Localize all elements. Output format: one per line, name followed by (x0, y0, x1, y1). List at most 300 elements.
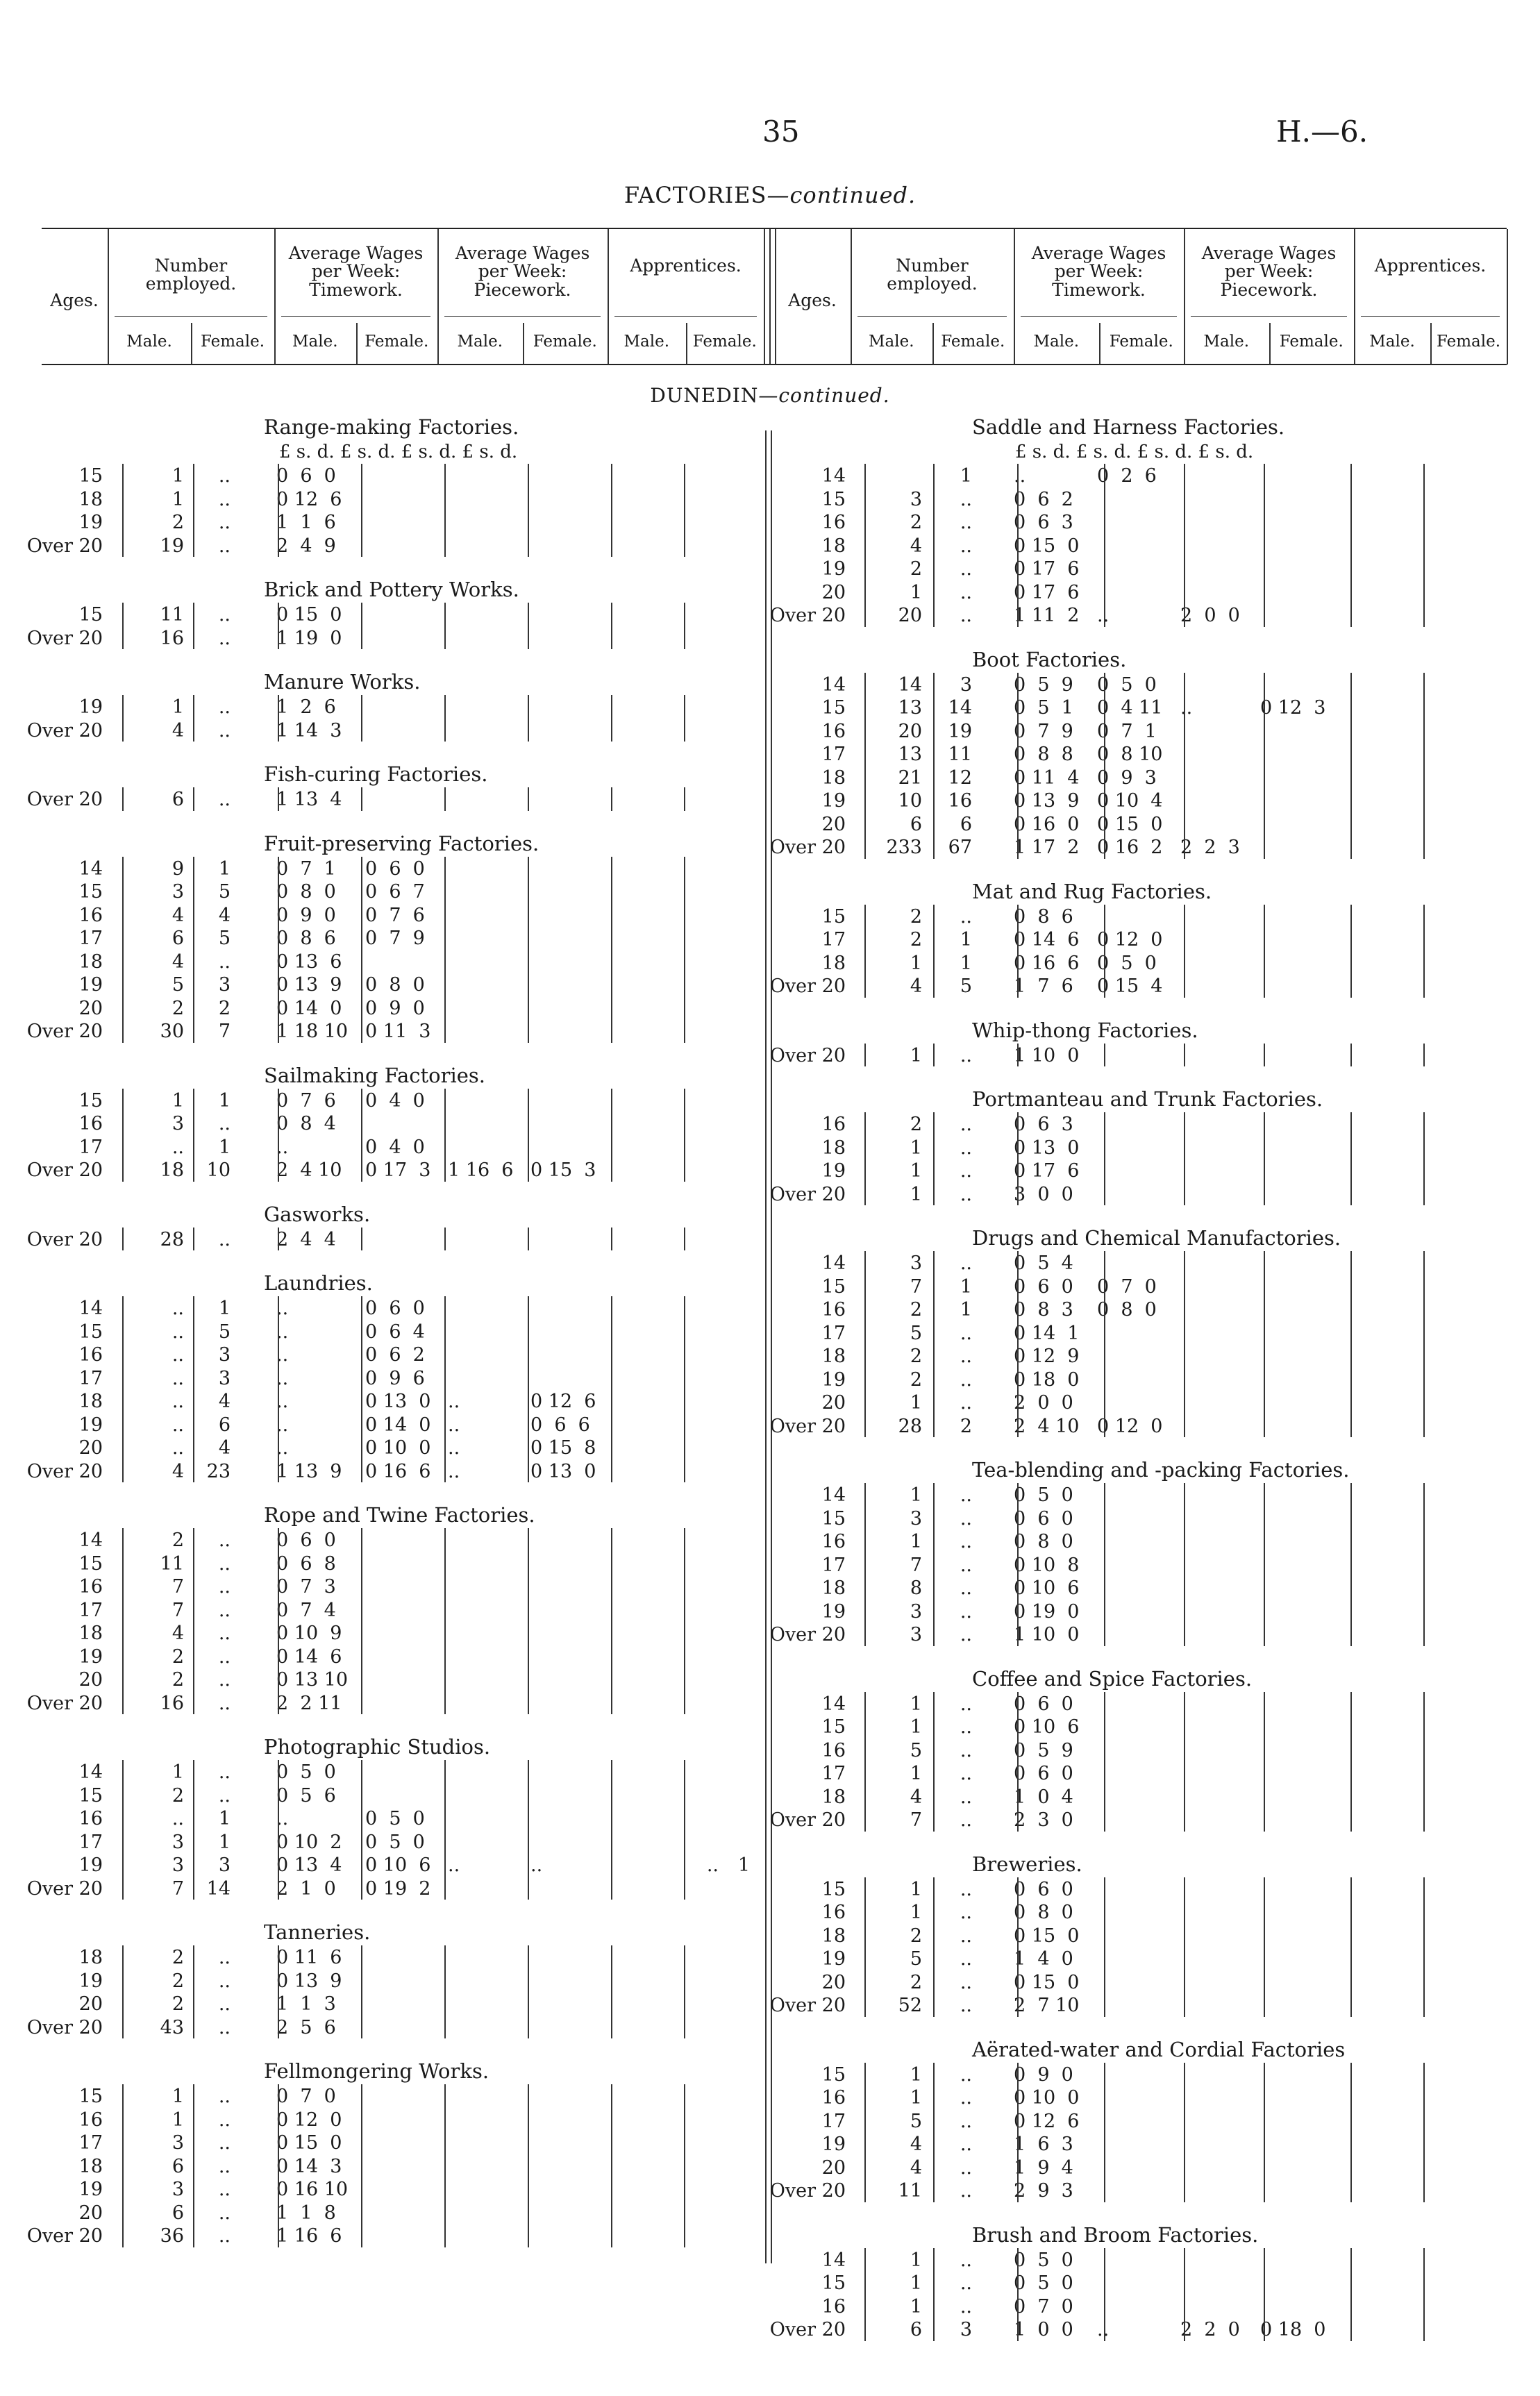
column-rule (864, 464, 866, 627)
timework-male-cell: 0 6 3 (1014, 512, 1073, 533)
age-cell: 16 (821, 1531, 846, 1552)
timework-male-cell: 0 17 6 (1014, 1160, 1080, 1182)
section-title: Brick and Pottery Works. (264, 578, 519, 601)
column-rule (1104, 1877, 1105, 2017)
age-cell: 17 (78, 1367, 103, 1389)
age-cell: 17 (78, 1831, 103, 1853)
table-row (0, 975, 1540, 999)
timework-female-cell: 0 6 4 (365, 1321, 425, 1343)
female-employed-cell: .. (960, 1809, 972, 1831)
female-employed-cell: 1 (960, 929, 972, 950)
male-employed-cell: 2 (910, 1346, 922, 1367)
male-employed-cell: 6 (910, 813, 922, 835)
piecework-female-cell: 0 15 3 (530, 1159, 596, 1181)
male-employed-cell: 52 (898, 1995, 922, 2016)
page-title: FACTORIES—continued. (623, 182, 917, 208)
age-cell: Over 20 (769, 605, 846, 626)
male-employed-cell: 7 (910, 1275, 922, 1298)
timework-male-cell: 0 16 6 (1014, 952, 1080, 974)
timework-female-cell: 0 16 2 (1097, 837, 1163, 858)
age-cell: 18 (821, 766, 846, 789)
table-row (0, 1832, 1540, 1855)
timework-female-cell: 0 4 0 (365, 1089, 425, 1112)
female-subheader: Female. (1279, 333, 1344, 351)
table-row (0, 582, 1540, 605)
timework-female-cell: 0 4 0 (365, 1136, 425, 1158)
female-employed-cell: .. (960, 1786, 972, 1808)
female-employed-cell: 10 (206, 1159, 231, 1181)
male-employed-cell: 5 (910, 1948, 922, 1970)
timework-male-cell: 2 4 10 (1014, 1415, 1080, 1437)
age-cell: 18 (78, 950, 103, 973)
number-employed-header: Number employed. (887, 255, 978, 294)
age-cell: 14 (821, 2249, 846, 2271)
timework-female-cell: 0 14 0 (365, 1414, 431, 1436)
female-employed-cell: 14 (948, 697, 972, 719)
age-cell: 18 (78, 1623, 103, 1644)
table-row (0, 2202, 1540, 2226)
table-row (0, 1508, 1540, 1532)
table-row (0, 1253, 1540, 1276)
timework-male-cell: 1 14 3 (276, 719, 342, 742)
age-cell: 19 (78, 696, 103, 718)
female-employed-cell: 5 (218, 1321, 231, 1343)
female-employed-cell: .. (960, 2063, 972, 2086)
female-employed-cell: .. (960, 1878, 972, 1900)
female-employed-cell: 7 (218, 1021, 231, 1042)
age-cell: 18 (821, 1925, 846, 1947)
section-title: Aërated-water and Cordial Factories (972, 2037, 1346, 2061)
age-cell: 17 (78, 1599, 103, 1621)
table-row (0, 1299, 1540, 1323)
male-subheader: Male. (457, 333, 503, 351)
age-cell: Over 20 (26, 1159, 103, 1181)
header-rule (444, 316, 601, 317)
column-rule (1350, 1112, 1352, 1205)
table-row (0, 1646, 1540, 1670)
male-employed-cell: 4 (171, 1460, 184, 1482)
timework-male-cell: 1 17 2 (1014, 837, 1080, 858)
timework-male-cell: 0 13 9 (276, 1970, 342, 1992)
table-row (0, 1323, 1540, 1346)
age-cell: 20 (78, 997, 103, 1019)
header-rule (775, 229, 776, 365)
column-rule (1350, 1692, 1352, 1832)
female-employed-cell: .. (960, 605, 972, 626)
timework-female-cell: 0 5 0 (365, 1831, 425, 1853)
male-employed-cell: 43 (160, 2016, 184, 2038)
timework-male-cell: 0 6 0 (1014, 1878, 1073, 1900)
table-row (0, 2134, 1540, 2157)
male-employed-cell: 2 (910, 929, 922, 950)
male-employed-cell: 1 (910, 2272, 922, 2294)
female-employed-cell: 14 (206, 1877, 231, 1900)
female-employed-cell: .. (218, 604, 231, 626)
female-employed-cell: 1 (218, 1831, 231, 1853)
table-row (0, 1879, 1540, 1902)
female-subheader: Female. (1436, 333, 1501, 351)
age-cell: 15 (821, 697, 846, 719)
age-cell: 19 (821, 2134, 846, 2155)
male-employed-cell: 13 (898, 744, 922, 765)
timework-female-cell: 0 5 0 (1097, 673, 1157, 696)
section-title: Gasworks. (264, 1202, 371, 1226)
age-cell: Over 20 (26, 1460, 103, 1482)
timework-male-cell: 1 16 6 (276, 2225, 342, 2247)
timework-male-cell: 1 7 6 (1014, 975, 1073, 997)
number-employed-header: Number employed. (145, 255, 237, 294)
column-rule (1264, 1877, 1265, 2017)
timework-female-cell: 0 6 2 (365, 1344, 425, 1366)
male-employed-cell: 7 (910, 1809, 922, 1831)
timework-male-cell: 0 16 10 (276, 2179, 349, 2200)
male-employed-cell: 1 (910, 581, 922, 603)
table-row (0, 1763, 1540, 1786)
age-cell: 17 (821, 929, 846, 950)
male-employed-cell: .. (171, 1391, 184, 1412)
timework-male-cell: 0 7 4 (276, 1599, 336, 1621)
section-title: Sailmaking Factories. (264, 1063, 485, 1087)
timework-male-cell: 1 10 0 (1014, 1624, 1080, 1645)
column-rule (864, 1877, 866, 2017)
piecework-male-cell: 2 2 3 (1180, 837, 1240, 858)
timework-male-cell: .. (276, 1414, 289, 1436)
timework-male-cell: 1 19 0 (276, 627, 342, 649)
piecework-male-cell: .. (448, 1391, 460, 1412)
female-subheader: Female. (533, 333, 597, 351)
piecework-female-cell: .. (530, 1854, 543, 1876)
age-cell: 19 (78, 1854, 103, 1876)
age-cell: Over 20 (769, 837, 846, 858)
male-employed-cell: 16 (160, 1692, 184, 1714)
female-employed-cell: .. (960, 535, 972, 557)
male-employed-cell: .. (171, 1298, 184, 1319)
table-row (0, 1948, 1540, 1972)
male-employed-cell: 2 (171, 1784, 184, 1807)
female-employed-cell: 3 (218, 1854, 231, 1876)
timework-male-cell: 0 5 6 (276, 1784, 336, 1807)
column-rule (1423, 1877, 1425, 2017)
table-row (0, 1740, 1540, 1764)
table-row (0, 2087, 1540, 2111)
column-rule (933, 2248, 935, 2341)
age-cell: 18 (821, 535, 846, 557)
timework-male-cell: .. (1014, 465, 1026, 487)
timework-male-cell: 0 10 2 (276, 1831, 342, 1853)
timework-male-cell: 0 17 6 (1014, 581, 1080, 603)
female-subheader: Female. (1109, 333, 1173, 351)
age-cell: Over 20 (26, 789, 103, 810)
male-employed-cell: 4 (171, 1623, 184, 1644)
age-cell: 20 (78, 2202, 103, 2224)
female-employed-cell: 5 (218, 928, 231, 949)
table-row (0, 950, 1540, 976)
timework-male-cell: 0 5 9 (1014, 673, 1073, 696)
age-cell: 20 (821, 2156, 846, 2179)
female-employed-cell: 3 (960, 673, 972, 696)
male-employed-cell: 1 (910, 1044, 922, 1066)
column-rule (444, 1228, 446, 1251)
section-title: Photographic Studios. (264, 1735, 491, 1759)
table-row (0, 1369, 1540, 1393)
male-employed-cell: 6 (910, 2319, 922, 2340)
piecework-male-cell: 2 0 0 (1180, 605, 1240, 626)
age-cell: 18 (821, 952, 846, 974)
timework-male-cell: 1 4 0 (1014, 1948, 1073, 1970)
column-rule (1350, 673, 1352, 859)
table-row (0, 1601, 1540, 1625)
header-rule (769, 229, 771, 365)
ages-header: Ages. (50, 290, 99, 310)
timework-male-cell: 1 13 4 (276, 789, 342, 810)
timework-wages-header: Average Wages per Week: Timework. (1031, 243, 1166, 300)
male-employed-cell: 3 (910, 1507, 922, 1530)
table-row (0, 1184, 1540, 1207)
column-rule (1017, 1251, 1019, 1437)
male-employed-cell: 1 (171, 465, 184, 487)
column-rule (1423, 2063, 1425, 2202)
female-employed-cell: .. (218, 465, 231, 487)
column-rule (1350, 905, 1352, 998)
column-rule (1350, 2248, 1352, 2341)
male-employed-cell: .. (171, 1136, 184, 1158)
timework-male-cell: 0 7 3 (276, 1576, 336, 1598)
age-cell: 16 (821, 1902, 846, 1923)
column-rule (1423, 1251, 1425, 1437)
column-rule (1017, 1112, 1019, 1205)
male-employed-cell: 6 (171, 928, 184, 949)
column-rule (1184, 1112, 1185, 1205)
table-row (0, 674, 1540, 698)
female-employed-cell: .. (218, 1599, 231, 1621)
male-employed-cell: 1 (910, 1902, 922, 1923)
timework-female-cell: 0 8 0 (1097, 1299, 1157, 1321)
apprentice-male-cell: .. (706, 1854, 719, 1876)
timework-male-cell: 1 0 0 (1014, 2319, 1073, 2340)
female-employed-cell: .. (218, 789, 231, 810)
female-employed-cell: .. (218, 1970, 231, 1992)
column-rule (1017, 464, 1019, 627)
male-employed-cell: 3 (910, 1253, 922, 1274)
section-title: Mat and Rug Factories. (972, 879, 1212, 903)
age-cell: Over 20 (26, 1228, 103, 1250)
male-employed-cell: .. (171, 1344, 184, 1366)
female-employed-cell: 67 (948, 837, 972, 858)
age-cell: 20 (821, 813, 846, 835)
male-employed-cell: 11 (160, 604, 184, 626)
table-row (0, 1786, 1540, 1810)
male-subheader: Male. (292, 333, 338, 351)
table-row (0, 2064, 1540, 2088)
male-employed-cell: 1 (171, 488, 184, 510)
age-cell: 16 (821, 2087, 846, 2109)
column-rule (1104, 1044, 1105, 1067)
timework-male-cell: 0 13 6 (276, 950, 342, 973)
timework-male-cell: 0 11 6 (276, 1947, 342, 1968)
male-employed-cell: 1 (910, 2249, 922, 2271)
male-employed-cell: 2 (171, 1947, 184, 1968)
male-employed-cell: 8 (910, 1577, 922, 1599)
column-rule (864, 673, 866, 859)
column-rule (1423, 1112, 1425, 1205)
column-rule (1017, 2248, 1019, 2341)
male-employed-cell: 28 (898, 1415, 922, 1437)
timework-female-cell: .. (1097, 605, 1110, 626)
column-rule (122, 1228, 124, 1251)
column-rule (1423, 1044, 1425, 1067)
female-employed-cell: .. (960, 1507, 972, 1530)
age-cell: 16 (78, 2109, 103, 2131)
table-row (0, 1552, 1540, 1578)
female-employed-cell: .. (960, 512, 972, 533)
column-rule (1104, 1692, 1105, 1832)
male-employed-cell: 3 (171, 1113, 184, 1134)
male-employed-cell: 20 (898, 720, 922, 742)
timework-male-cell: 0 7 0 (1014, 2295, 1073, 2318)
column-rule (1423, 1692, 1425, 1832)
age-cell: 15 (78, 2086, 103, 2107)
age-cell: 14 (821, 1693, 846, 1715)
timework-male-cell: 0 7 6 (276, 1089, 336, 1112)
age-cell: 17 (78, 1136, 103, 1158)
table-row (0, 512, 1540, 535)
female-employed-cell: .. (960, 1044, 972, 1066)
male-employed-cell: 3 (171, 881, 184, 903)
timework-male-cell: 0 6 3 (1014, 1114, 1073, 1135)
column-rule (1184, 673, 1185, 859)
table-row (0, 998, 1540, 1021)
header-rule (614, 316, 757, 317)
male-employed-cell: 1 (910, 1763, 922, 1784)
age-cell: Over 20 (26, 1692, 103, 1714)
male-employed-cell: 13 (898, 697, 922, 719)
female-employed-cell: .. (960, 2134, 972, 2155)
male-employed-cell: 2 (910, 558, 922, 580)
female-employed-cell: 1 (960, 465, 972, 487)
male-employed-cell: 14 (898, 673, 922, 696)
section-title: Brush and Broom Factories. (972, 2222, 1259, 2247)
table-row (0, 790, 1540, 814)
timework-male-cell: 0 14 6 (1014, 929, 1080, 950)
timework-female-cell: 0 10 0 (365, 1437, 431, 1459)
age-cell: 15 (821, 1507, 846, 1530)
age-cell: 14 (78, 857, 103, 880)
column-rule (1264, 1692, 1265, 1832)
male-subheader: Male. (1203, 333, 1250, 351)
timework-male-cell: 1 1 6 (276, 512, 336, 533)
timework-male-cell: 0 8 4 (276, 1113, 336, 1134)
female-employed-cell: 1 (218, 857, 231, 880)
male-employed-cell: .. (171, 1808, 184, 1829)
header-rule (1021, 316, 1177, 317)
age-cell: 14 (78, 1530, 103, 1551)
timework-male-cell: 3 0 0 (1014, 1183, 1073, 1205)
female-employed-cell: 4 (218, 904, 231, 926)
timework-female-cell: 0 15 4 (1097, 975, 1163, 997)
female-employed-cell: 3 (960, 2319, 972, 2340)
timework-male-cell: 0 16 0 (1014, 813, 1080, 835)
male-employed-cell: 1 (171, 1089, 184, 1112)
age-cell: 19 (78, 512, 103, 533)
age-cell: 14 (78, 1298, 103, 1319)
male-employed-cell: 2 (910, 1971, 922, 1993)
age-cell: 19 (78, 2179, 103, 2200)
timework-male-cell: 0 8 6 (1014, 905, 1073, 928)
timework-male-cell: 0 14 1 (1014, 1322, 1080, 1344)
timework-male-cell: 1 1 8 (276, 2202, 336, 2224)
table-row (0, 2319, 1540, 2343)
header-rule (1507, 229, 1508, 365)
table-row (0, 605, 1540, 628)
currency-units-row: £ s. d. £ s. d. £ s. d. £ s. d. (279, 442, 518, 462)
age-cell: 15 (78, 1552, 103, 1575)
male-employed-cell: 2 (910, 1114, 922, 1135)
table-row (0, 1716, 1540, 1740)
timework-male-cell: 0 11 4 (1014, 766, 1080, 789)
table-row (0, 721, 1540, 744)
female-employed-cell: 1 (218, 1136, 231, 1158)
male-employed-cell: 2 (171, 1970, 184, 1992)
timework-female-cell: 0 8 0 (365, 974, 425, 996)
column-rule (1017, 1483, 1019, 1646)
timework-male-cell: 1 0 4 (1014, 1786, 1073, 1808)
page-number: 35 (762, 115, 800, 149)
section-title: Boot Factories. (972, 647, 1127, 671)
age-cell: 16 (821, 2295, 846, 2318)
timework-male-cell: 2 4 9 (276, 535, 336, 557)
column-rule (1017, 1692, 1019, 1832)
timework-male-cell: 1 6 3 (1014, 2134, 1073, 2155)
female-employed-cell: .. (218, 2225, 231, 2247)
column-rule (1264, 464, 1265, 627)
female-employed-cell: .. (960, 2272, 972, 2294)
male-employed-cell: .. (171, 1321, 184, 1343)
timework-male-cell: 2 0 0 (1014, 1392, 1073, 1414)
female-employed-cell: .. (960, 1739, 972, 1761)
age-cell: 16 (821, 720, 846, 742)
age-cell: 15 (821, 1716, 846, 1738)
male-employed-cell: 28 (160, 1228, 184, 1250)
male-employed-cell: .. (171, 1437, 184, 1459)
age-cell: Over 20 (769, 2180, 846, 2202)
age-cell: Over 20 (26, 1021, 103, 1042)
age-cell: 17 (821, 1763, 846, 1784)
female-employed-cell: .. (960, 1624, 972, 1645)
table-row (0, 1416, 1540, 1439)
male-employed-cell: 1 (910, 2087, 922, 2109)
table-row (0, 1160, 1540, 1184)
female-employed-cell: .. (960, 1995, 972, 2016)
column-rule (864, 1112, 866, 1205)
header-rule (281, 316, 430, 317)
male-employed-cell: 2 (910, 1299, 922, 1321)
age-cell: 16 (821, 1739, 846, 1761)
female-employed-cell: .. (218, 512, 231, 533)
age-cell: Over 20 (26, 2225, 103, 2247)
female-employed-cell: .. (218, 1623, 231, 1644)
column-rule (1104, 464, 1105, 627)
age-cell: 16 (78, 1808, 103, 1829)
female-employed-cell: 1 (218, 1089, 231, 1112)
column-rule (1017, 1044, 1019, 1067)
timework-male-cell: 0 5 4 (1014, 1253, 1073, 1274)
column-rule (864, 1483, 866, 1646)
female-employed-cell: 23 (206, 1460, 231, 1482)
timework-female-cell: 0 12 0 (1097, 929, 1163, 950)
male-employed-cell: .. (171, 1367, 184, 1389)
column-rule (361, 1228, 362, 1251)
male-employed-cell: 2 (171, 1669, 184, 1691)
